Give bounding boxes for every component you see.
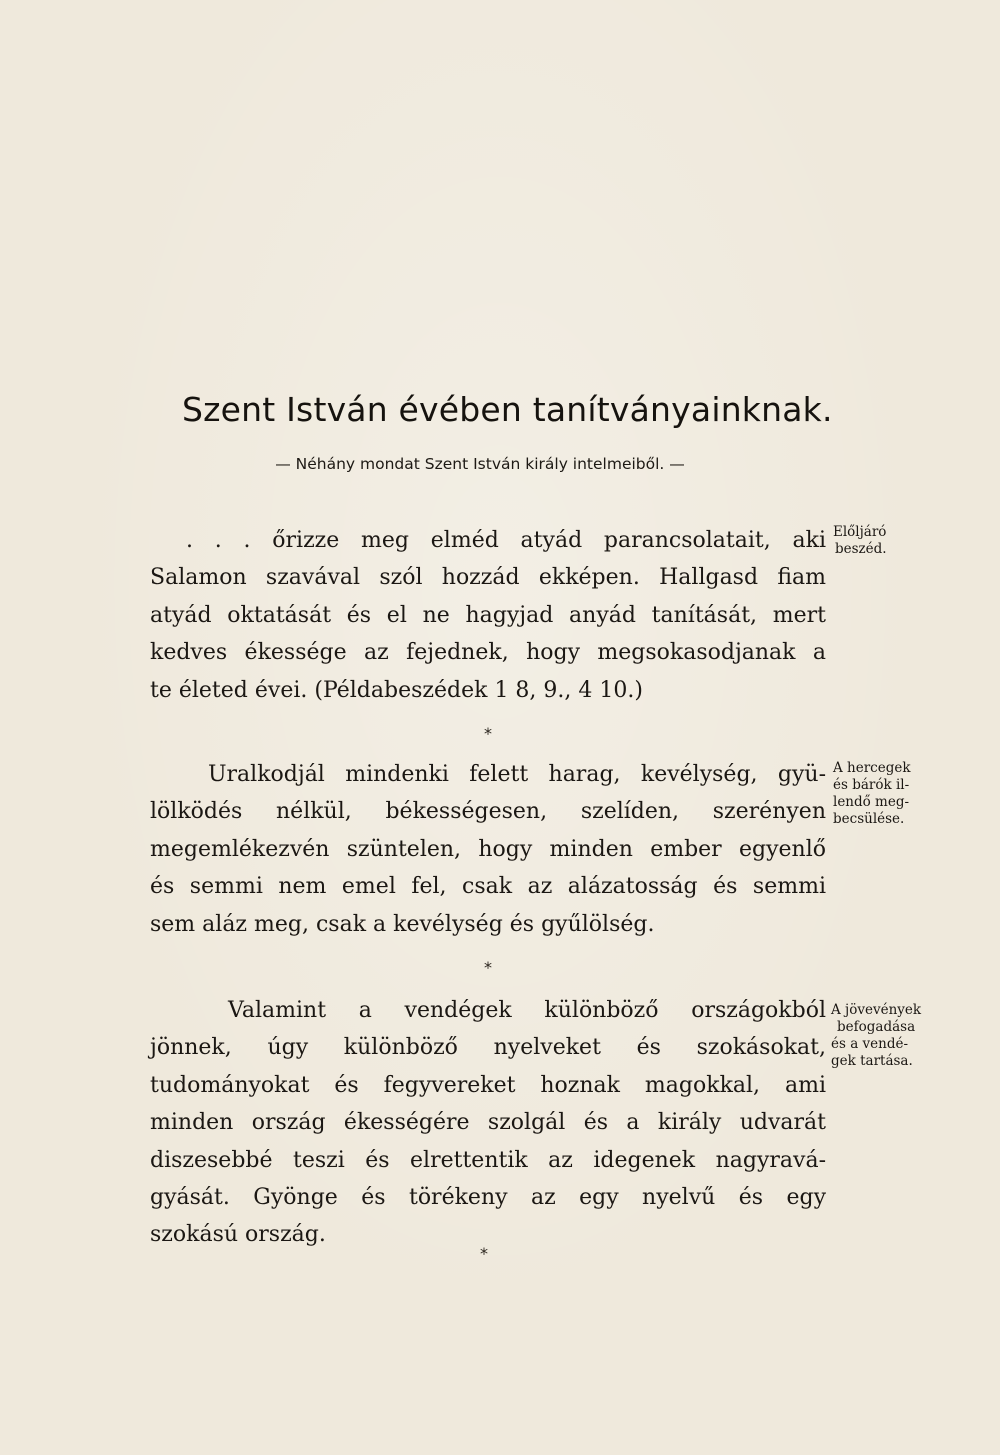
paragraph-3-line-4: minden ország ékességére szolgál és a király udvarát <box>150 1110 826 1136</box>
margin-note-2-line-2: és bárók il- <box>833 777 910 793</box>
paragraph-1-line-5: te életed évei. (Példabeszédek 1 8, 9., 4 10.) <box>150 677 643 703</box>
paragraph-3-line-5: diszesebbé teszi és elrettentik az idegenek nagyravá- <box>150 1147 826 1173</box>
margin-note-1-line-1: Előljáró <box>833 524 887 540</box>
margin-note-2-line-4: becsülése. <box>833 811 905 827</box>
margin-note-1-line-2: beszéd. <box>835 541 887 557</box>
section-separator-1: * <box>484 724 492 743</box>
paragraph-2-line-1: Uralkodjál mindenki felett harag, kevélység, gyü- <box>208 762 826 787</box>
paragraph-2 <box>150 756 826 943</box>
page-title: Szent István évében tanítványainknak. <box>182 390 833 429</box>
paragraph-3-line-2: jönnek, úgy különböző nyelveket és szokásokat, <box>150 1035 826 1061</box>
margin-note-3-line-4: gek tartása. <box>831 1053 913 1069</box>
paragraph-3-line-6: gyását. Gyönge és törékeny az egy nyelvű és egy <box>150 1185 826 1211</box>
margin-note-3 <box>831 1002 921 1070</box>
margin-note-2-line-1: A hercegek <box>833 760 911 776</box>
paragraph-2-line-2: lölködés nélkül, békességesen, szelíden, szerényen <box>150 799 826 825</box>
paragraph-1-line-2: Salamon szavával szól hozzád ekképen. Hallgasd fiam <box>150 565 826 591</box>
paragraph-1-line-3: atyád oktatását és el ne hagyjad anyád tanítását, mert <box>150 602 826 628</box>
margin-note-3-line-1: A jövevények <box>831 1002 922 1018</box>
page-subtitle: — Néhány mondat Szent István király intelmeiből. — <box>275 455 685 473</box>
paragraph-3-line-1: Valamint a vendégek különböző országokból <box>228 998 826 1023</box>
paragraph-2-line-3: megemlékezvén szüntelen, hogy minden ember egyenlő <box>150 836 826 862</box>
paragraph-2-line-5: sem aláz meg, csak a kevélység és gyűlölség. <box>150 911 655 937</box>
paragraph-3-line-7: szokású ország. <box>150 1222 326 1248</box>
paragraph-3-line-3: tudományokat és fegyvereket hoznak magokkal, ami <box>150 1072 826 1098</box>
paragraph-3 <box>150 992 826 1254</box>
paragraph-2-line-4: és semmi nem emel fel, csak az alázatosság és semmi <box>150 874 826 900</box>
margin-note-3-line-3: és a vendé- <box>831 1036 909 1052</box>
paragraph-1-line-1: . . . őrizze meg elméd atyád parancsolatait, aki <box>186 528 826 553</box>
paragraph-1-line-4: kedves ékessége az fejednek, hogy megsokasodjanak a <box>150 640 826 666</box>
margin-note-2 <box>833 760 911 828</box>
paragraph-1 <box>150 522 826 709</box>
margin-note-1 <box>833 524 887 558</box>
section-separator-3: * <box>480 1244 488 1263</box>
margin-note-2-line-3: lendő meg- <box>833 794 910 810</box>
section-separator-2: * <box>484 958 492 977</box>
bleed-through-text <box>150 170 156 203</box>
margin-note-3-line-2: befogadása <box>837 1019 916 1035</box>
